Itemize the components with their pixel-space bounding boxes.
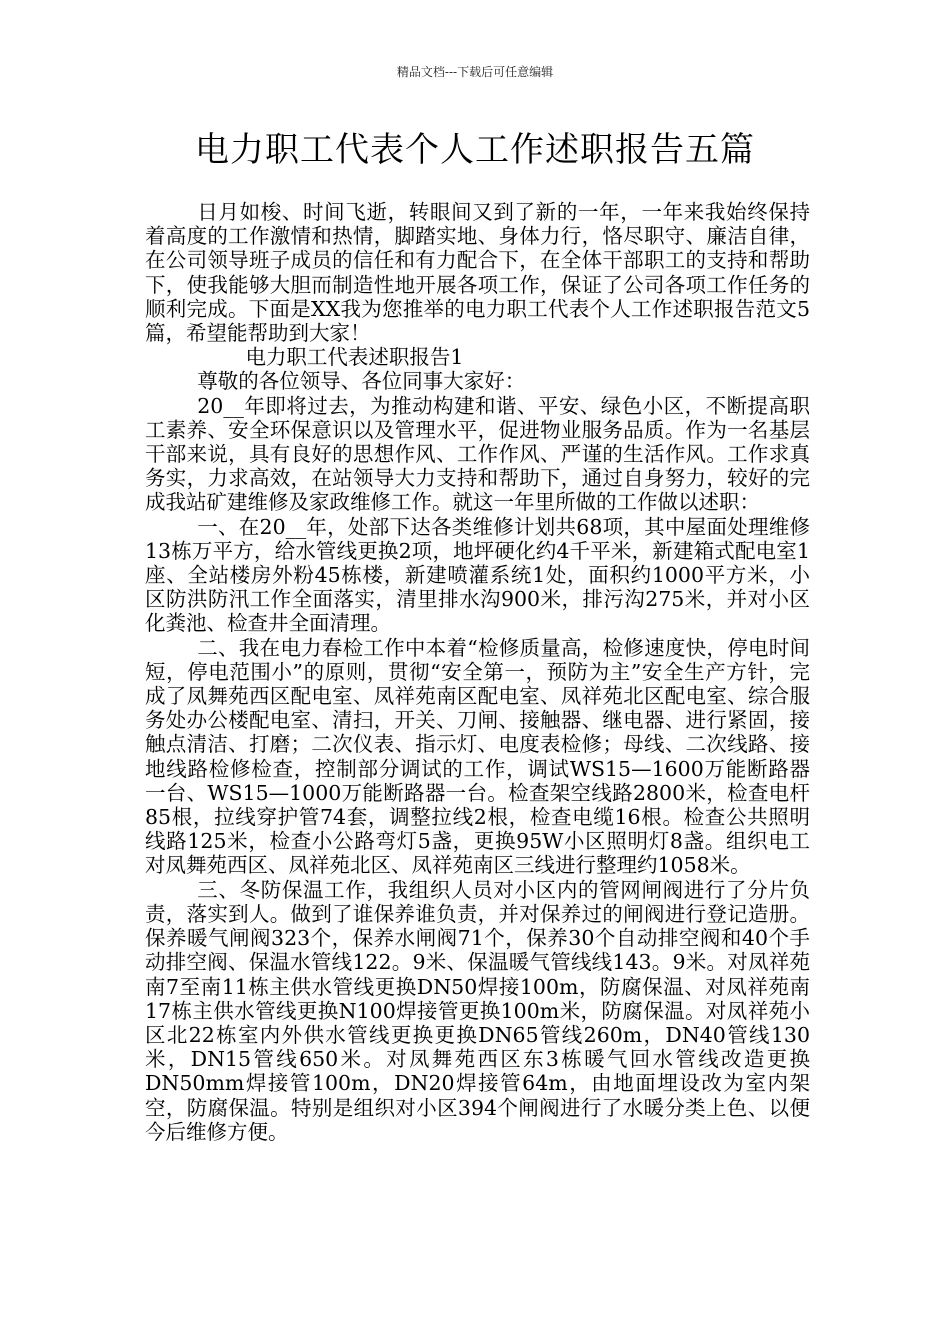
document-body [145, 200, 810, 1144]
body-paragraph: 20__年即将过去，为推动构建和谐、平安、绿色小区，不断提高职工素养、安全环保意识以及管理水平，促进物业服务品质。作为一名基层干部来说，具有良好的思想作风、工作作风、严谨的生活作风。工作求真务实，力求高效，在站领导大力支持和帮助下，通过自身努力，较好的完成我站矿建维修及家政维修工作。就这一年里所做的工作做以述职： [145, 393, 810, 515]
page-header-note: 精品文档---下载后可任意编辑 [396, 65, 554, 79]
body-paragraph: 二、我在电力春检工作中本着“检修质量高，检修速度快，停电时间短，停电范围小”的原则，贯彻“安全第一，预防为主”安全生产方针，完成了凤舞苑西区配电室、凤祥苑南区配电室、凤祥苑北区配电室、综合服务处办公楼配电室、清扫，开关、刀闸、接触器、继电器、进行紧固，接触点清洁、打磨；二次仪表、指示灯、电度表检修；母线、二次线路、接地线路检修检查，控制部分调试的工作，调试WS15—1600万能断路器一台、WS15—1000万能断路器一台。检查架空线路2800米，检查电杆85根，拉线穿护管74套，调整拉线2根，检查电缆16根。检查公共照明线路125米，检查小公路弯灯5盏，更换95W小区照明灯8盏。组织电工对凤舞苑西区、凤祥苑北区、凤祥苑南区三线进行整理约1058米。 [145, 635, 810, 878]
greeting-line: 尊敬的各位领导、各位同事大家好： [197, 369, 526, 394]
body-paragraph: 一、在20__年，处部下达各类维修计划共68项，其中屋面处理维修13栋万平方，给水管线更换2项，地坪硬化约4千平米，新建箱式配电室1座、全站楼房外粉45栋楼，新建喷灌系统1处，面积约1000平方米，小区防洪防汛工作全面落实，清里排水沟900米，排污沟275米，并对小区化粪池、检查井全面清理。 [145, 514, 810, 636]
section-heading: 电力职工代表述职报告1 [245, 345, 464, 370]
document-title: 电力职工代表个人工作述职报告五篇 [195, 130, 755, 170]
intro-paragraph: 日月如梭、时间飞逝，转眼间又到了新的一年，一年来我始终保持着高度的工作激情和热情，脚踏实地、身体力行，恪尽职守、廉洁自律，在公司领导班子成员的信任和有力配合下，在全体干部职工的支持和帮助下，使我能够大胆而制造性地开展各项工作，保证了公司各项工作任务的顺利完成。下面是XX我为您推举的电力职工代表个人工作述职报告范文5篇，希望能帮助到大家！ [145, 200, 810, 346]
body-paragraph: 三、冬防保温工作，我组织人员对小区内的管网闸阀进行了分片负责，落实到人。做到了谁保养谁负责，并对保养过的闸阀进行登记造册。保养暖气闸阀323个，保养水闸阀71个，保养30个自动排空阀和40个手动排空阀、保温水管线122。9米、保温暖气管线线143。9米。对凤祥苑南7至南11栋主供水管线更换DN50焊接100m，防腐保温、对凤祥苑南17栋主供水管线更换N100焊接管更换100m米，防腐保温。对凤祥苑小区北22栋室内外供水管线更换更换DN65管线260m，DN40管线130米，DN15管线650米。对凤舞苑西区东3栋暖气回水管线改造更换DN50mm焊接管100m，DN20焊接管64m，由地面埋设改为室内架空，防腐保温。特别是组织对小区394个闸阀进行了水暖分类上色、以便今后维修方便。 [145, 877, 810, 1144]
